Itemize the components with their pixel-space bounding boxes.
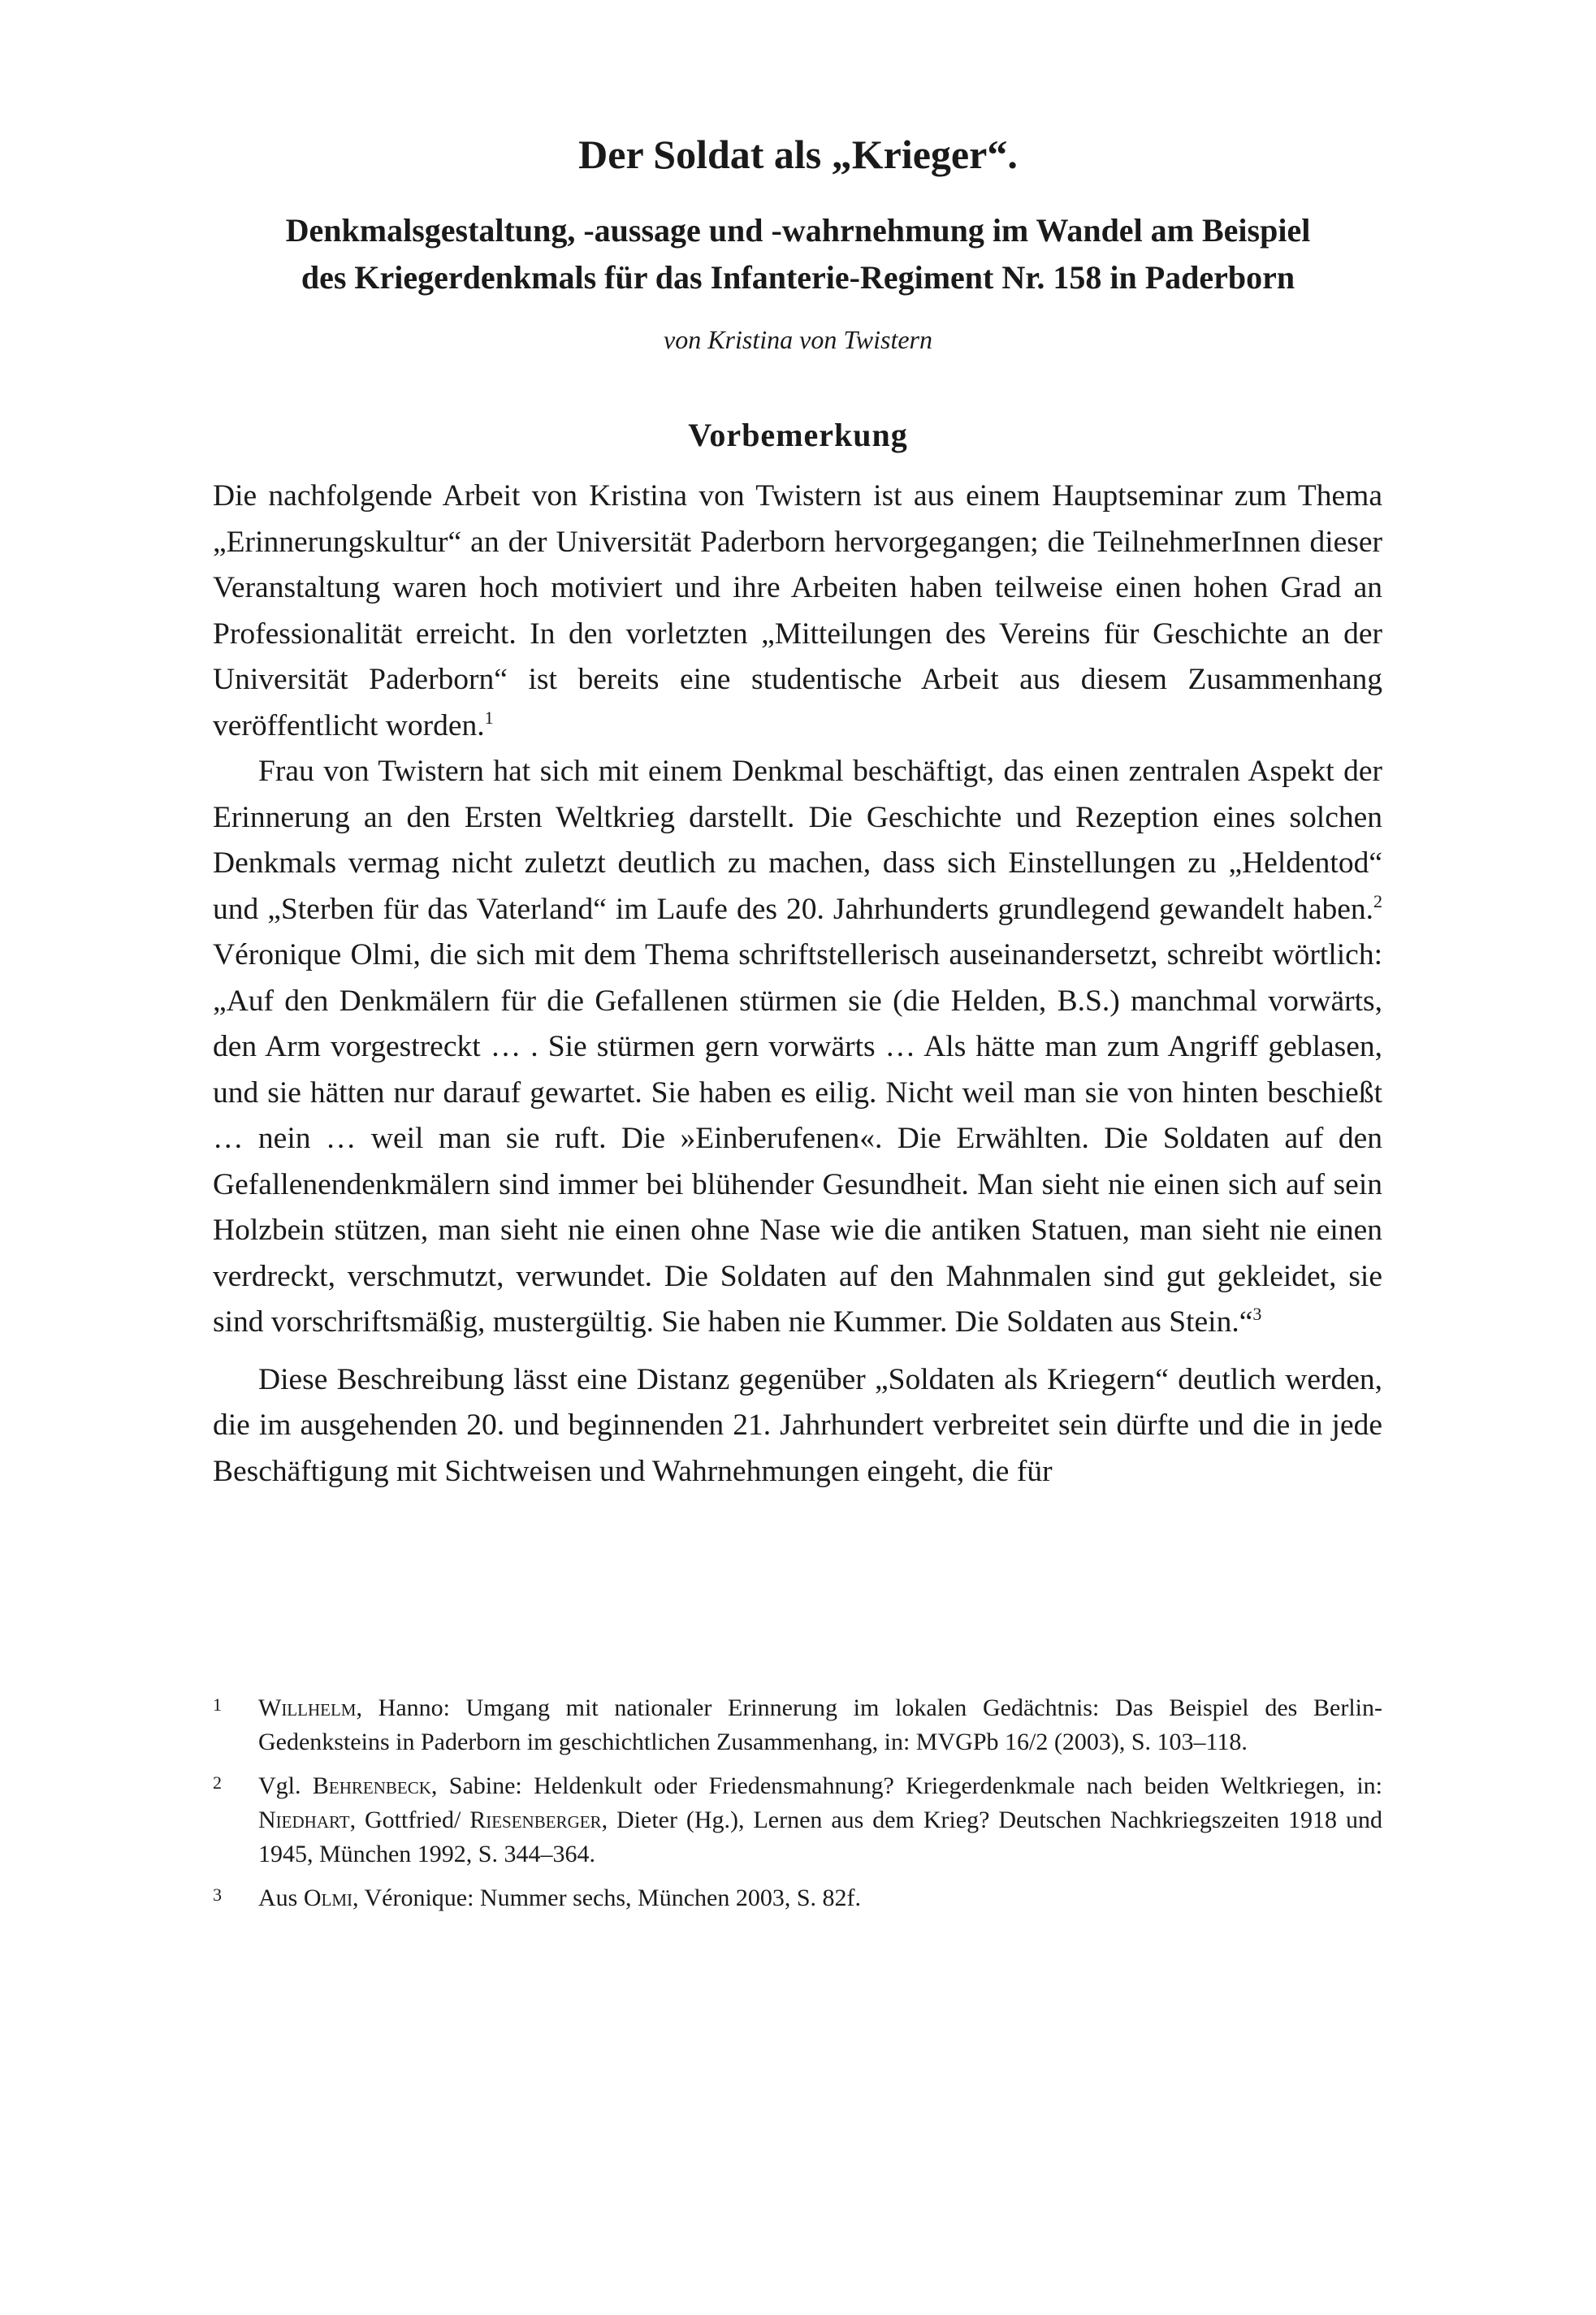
- subtitle-line-2: des Kriegerdenkmals für das Infanterie-Regiment Nr. 158 in Paderborn: [301, 259, 1295, 296]
- footnote-ref-3[interactable]: 3: [1252, 1304, 1262, 1324]
- paragraph-1-text: Die nachfolgende Arbeit von Kristina von Twistern ist aus einem Hauptseminar zum Thema „Erinnerungskultur“ an der Universität Paderborn hervorgegangen; die TeilnehmerInnen dieser Veranstaltung waren hoch motiviert und ihre Arbeiten haben teilweise einen hohen Grad an Professionalität erreicht. In den vorletzten „Mitteilungen des Vereins für Geschichte an der Universität Paderborn“ ist bereits eine studentische Arbeit aus diesem Zusammenhang veröffentlicht worden.: [213, 479, 1382, 742]
- body-text: [213, 474, 1382, 1495]
- paragraph-3-text: Diese Beschreibung lässt eine Distanz gegenüber „Soldaten als Kriegern“ deutlich werden, die im ausgehenden 20. und beginnenden 21. Jahrhundert verbreitet sein dürfte und die in jede Beschäftigung mit Sichtweisen und Wahrnehmungen eingeht, die für: [213, 1362, 1382, 1488]
- footnote-2-editor-1: Niedhart: [258, 1807, 350, 1833]
- footnote-2-author: Behrenbeck: [312, 1772, 431, 1799]
- paragraph-1: [213, 474, 1382, 749]
- paragraph-3: [213, 1357, 1382, 1495]
- footnote-3-author: Olmi: [303, 1884, 353, 1911]
- footnote-1-number: 1: [213, 1694, 222, 1715]
- paragraph-2-text-b: Véronique Olmi, die sich mit dem Thema schriftstellerisch auseinandersetzt, schreibt wörtlich: „Auf den Denkmälern für die Gefallenen stürmen sie (die Helden, B.S.) manchmal vorwärts, den Arm vorgestreckt … . Sie stürmen gern vorwärts … Als hätte man zum Angriff geblasen, und sie hätten nur darauf gewartet. Sie haben es eilig. Nicht weil man sie von hinten beschießt … nein … weil man sie ruft. Die »Einberufenen«. Die Erwählten. Die Soldaten auf den Gefallenendenkmälern sind immer bei blühender Gesundheit. Man sieht nie einen sich auf sein Holzbein stützen, man sieht nie einen ohne Nase wie die antiken Statuen, man sieht nie einen verdreckt, verschmutzt, verwundet. Die Soldaten auf den Mahnmalen sind gut gekleidet, sie sind vorschriftsmäßig, mustergültig. Sie haben nie Kummer. Die Soldaten aus Stein.“: [213, 938, 1382, 1339]
- footnote-2-text-c: , Dieter (Hg.), Lernen aus dem Krieg? Deutschen Nachkriegszeiten 1918 und 1945, München 1992, S. 344–364.: [258, 1807, 1382, 1867]
- footnote-3-number: 3: [213, 1884, 222, 1905]
- footnote-3: [213, 1881, 1382, 1915]
- article-title: Der Soldat als „Krieger“.: [578, 132, 1018, 177]
- footnote-3-text: , Véronique: Nummer sechs, München 2003, S. 82f.: [353, 1884, 862, 1911]
- footnote-1-author: Willhelm: [258, 1694, 357, 1721]
- footnote-2-text-a: , Sabine: Heldenkult oder Friedensmahnung? Kriegerdenkmale nach beiden Weltkriegen, in:: [430, 1772, 1383, 1799]
- footnote-2: [213, 1769, 1382, 1871]
- footnote-ref-1[interactable]: 1: [484, 707, 494, 728]
- footnote-2-text-b: , Gottfried/: [349, 1807, 470, 1833]
- footnote-2-number: 2: [213, 1772, 222, 1793]
- section-heading: Vorbemerkung: [688, 417, 908, 453]
- article-subtitle: [0, 207, 1596, 301]
- paragraph-2-text-a: Frau von Twistern hat sich mit einem Denkmal beschäftigt, das einen zentralen Aspekt der Erinnerung an den Ersten Weltkrieg darstellt. Die Geschichte und Rezeption eines solchen Denkmals vermag nicht zuletzt deutlich zu machen, dass sich Einstellungen zu „Heldentod“ und „Sterben für das Vaterland“ im Laufe des 20. Jahrhunderts grundlegend gewandelt haben.: [213, 755, 1382, 926]
- footnote-3-prefix: Aus: [258, 1884, 304, 1911]
- footnote-ref-2[interactable]: 2: [1373, 890, 1382, 911]
- footnotes: [213, 1691, 1382, 1925]
- footnote-2-prefix: Vgl.: [258, 1772, 313, 1799]
- subtitle-line-1: Denkmalsgestaltung, -aussage und -wahrnehmung im Wandel am Beispiel: [285, 212, 1311, 249]
- paragraph-2: [213, 749, 1382, 1346]
- author-byline: von Kristina von Twistern: [664, 325, 932, 354]
- footnote-1-text: , Hanno: Umgang mit nationaler Erinnerung im lokalen Gedächtnis: Das Beispiel des Berlin-Gedenksteins in Paderborn im geschichtlichen Zusammenhang, in: MVGPb 16/2 (2003), S. 103–118.: [258, 1694, 1382, 1755]
- footnote-1: [213, 1691, 1382, 1759]
- footnote-2-editor-2: Riesenberger: [469, 1807, 602, 1833]
